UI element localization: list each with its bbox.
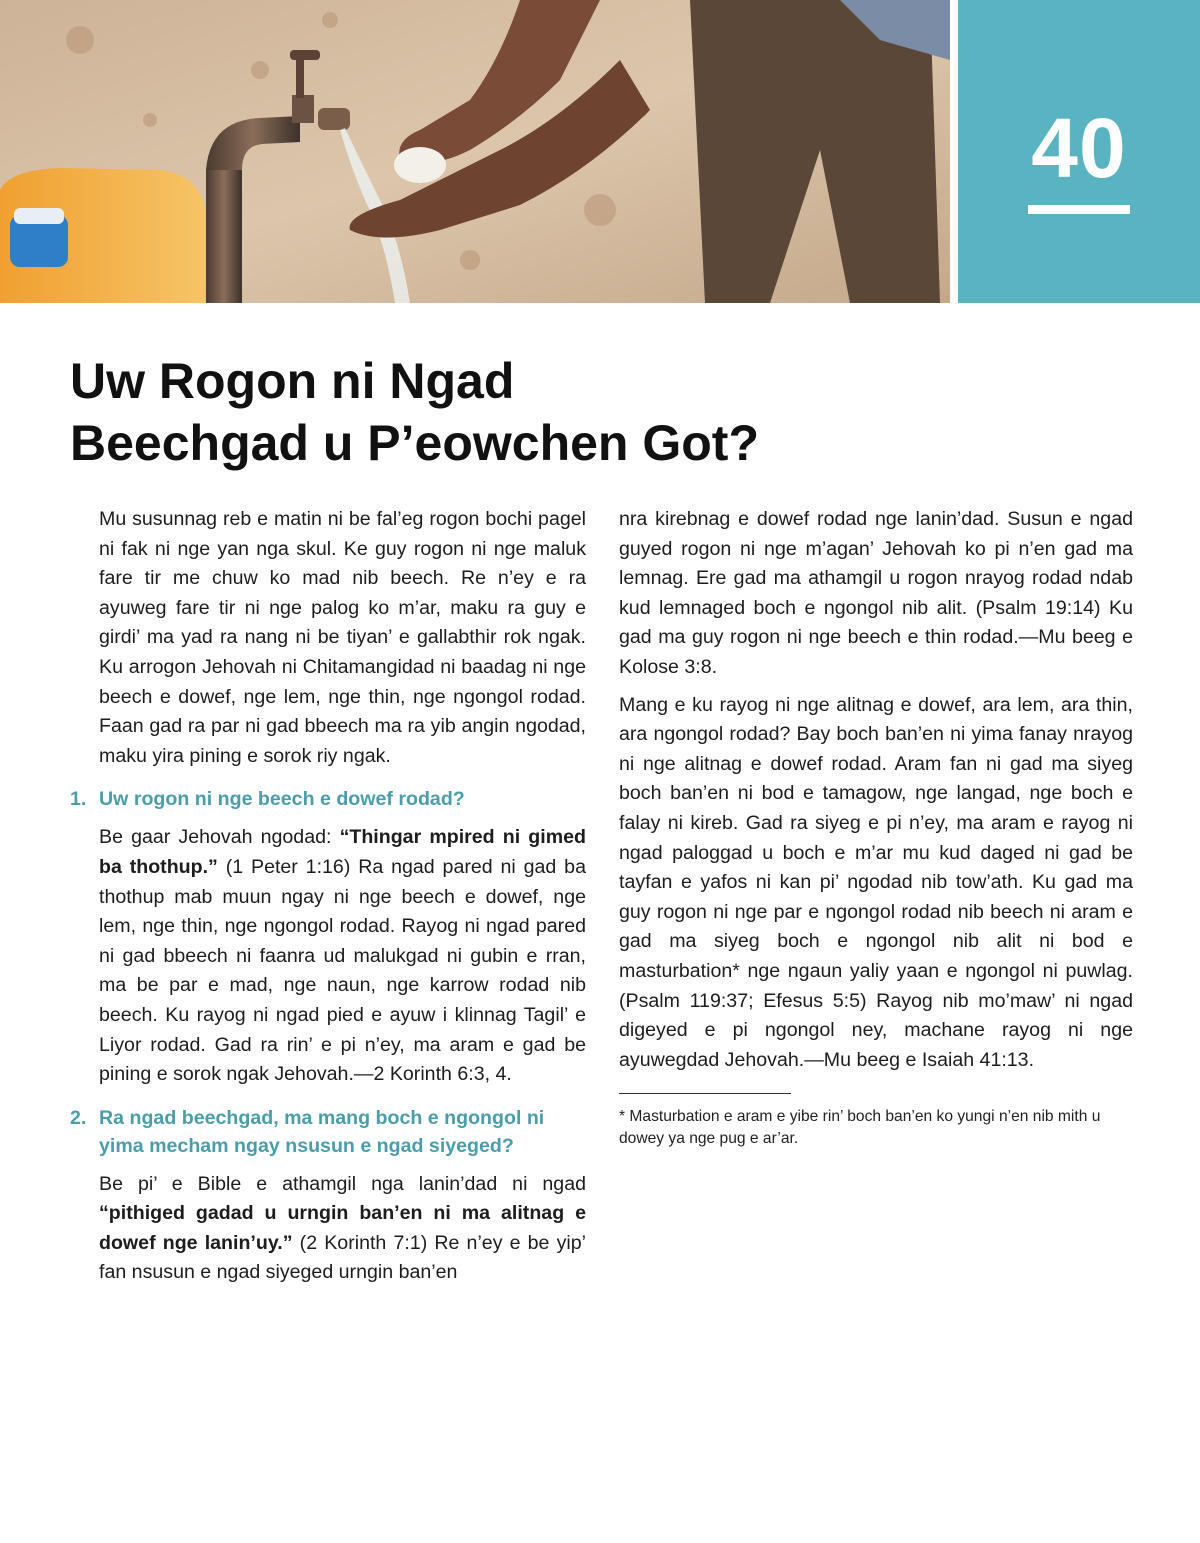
section-2-number: 2.: [70, 1106, 87, 1129]
section-1-number: 1.: [70, 788, 87, 811]
footnote: * Masturbation e aram e yibe rin’ boch ban’en ko yungi n’en nib mith u dowey ya nge pug e ar’ar.: [619, 1108, 1101, 1148]
left-column: [70, 505, 586, 1296]
handwashing-illustration: [0, 0, 950, 303]
section-2-question: [70, 1104, 586, 1160]
section-2-text-continue: (2 Korinth 7:1) Re n’ey e be yip’ fan nsusun e ngad siyeged urngin ban’en: [99, 1231, 586, 1284]
section-1-text-start: Be gaar Jehovah ngodad:: [99, 826, 340, 849]
lesson-number-box: [958, 0, 1200, 303]
section-2-text-start: Be pi’ e Bible e athamgil nga lanin’dad ni ngad: [99, 1172, 586, 1195]
section-2-paragraph-2: Mang e ku rayog ni nge alitnag e dowef, ara lem, ara thin, ara ngongol rodad? Bay boch ban’en ni yima fanay nrayog ni nge alitnag e dowef rodad. Aram fan ni gad ma siyeg boch ban’en ni bod e tamagow, nge langad, nge boch e falay ni kireb. Gad ra siyeg e pi n’ey, ma aram e rayog ni ngad paloggad u boch e m’ar mu kud daged ni gad be tayfan e yafos ni kan pi’ ngodad nib tow’ath. Ku gad ma guy rogon ni nge par e ngongol rodad nib beech ni aram e gad ma siyeg boch e ngongol nib alit ni bod e masturbation* nge ngaun yaliy yaan e ngongol ni puwlag. (Psalm 119:37; Efesus 5:5) Rayog nib mo’maw’ ni ngad digeyed e pi ngongol ney, machane rayog ni nge ayuwegdad Jehovah.—Mu beeg e Isaiah 41:13.: [619, 693, 1133, 1071]
footnote-divider: [619, 1093, 791, 1094]
section-1-quote: “Thingar mpired ni gimed ba thothup.”: [99, 826, 586, 878]
page-title: [70, 350, 970, 474]
section-2-paragraph-continued: nra kirebnag e dowef rodad nge lanin’dad. Susun e ngad guyed rogon ni nge m’agan’ Jehovah ko pi n’en gad ma lemnag. Ere gad ma athamgil u rogon nrayog rodad ndab kud lemnaged boch e ngongol nib alit. (Psalm 19:14) Ku gad ma guy rogon ni nge beech e thin rodad.—Mu beeg e Kolose 3:8.: [619, 508, 1133, 678]
section-2-quote: “pithiged gadad u urngin ban’en ni ma alitnag e dowef nge lanin’uy.”: [99, 1202, 586, 1254]
lesson-number-underline: [1028, 205, 1130, 214]
section-1-text-rest: (1 Peter 1:16) Ra ngad pared ni gad ba thothup mab muun ngay ni nge beech e dowef, nge lem, nge thin, nge ngongol rodad. Rayog ni ngad pared ni gad bbeech ni faanra ud malukgad ni gubin e rran, ma be par e mad, nge naun, nge karrow rodad nib beech. Ku rayog ni ngad pied e ayuw i klinnag Tagil’ e Liyor rodad. Gad ra rin’ e pi n’ey, ma aram e gad be pining e sorok ngak Jehovah.—2 Korinth 6:3, 4.: [99, 855, 586, 1086]
section-1-paragraph: [70, 823, 586, 1089]
intro-paragraph: Mu susunnag reb e matin ni be fal’eg rogon bochi pagel ni fak ni nge yan nga skul. Ke guy rogon ni nge maluk fare tir me chuw ko mad nib beech. Re n’ey e ra ayuweg fare tir ni nge palog ko m’ar, maku ra guy e girdi’ ma yad ra nang ni be tiyan’ e gallabthir rok ngak. Ku arrogon Jehovah ni Chitamangidad ni baadag ni nge beech e dowef, nge lem, nge thin, nge ngongol rodad. Faan gad ra par ni gad bbeech ma ra yib angin ngodad, maku yira pining e sorok riy ngak.: [99, 508, 586, 767]
section-2-question-text: Ra ngad beechgad, ma mang boch e ngongol ni yima mecham ngay nsusun e ngad siyeged?: [99, 1106, 545, 1157]
lesson-number: 40: [1031, 101, 1127, 195]
section-2-paragraph-start: [70, 1170, 586, 1288]
title-line-1: Uw Rogon ni Ngad: [70, 353, 515, 409]
hero-photo: [0, 0, 950, 303]
section-1-question-text: Uw rogon ni nge beech e dowef rodad?: [99, 788, 465, 811]
right-column: [619, 505, 1133, 1150]
section-1-question: [70, 785, 586, 813]
title-line-2: Beechgad u P’eowchen Got?: [70, 415, 759, 471]
